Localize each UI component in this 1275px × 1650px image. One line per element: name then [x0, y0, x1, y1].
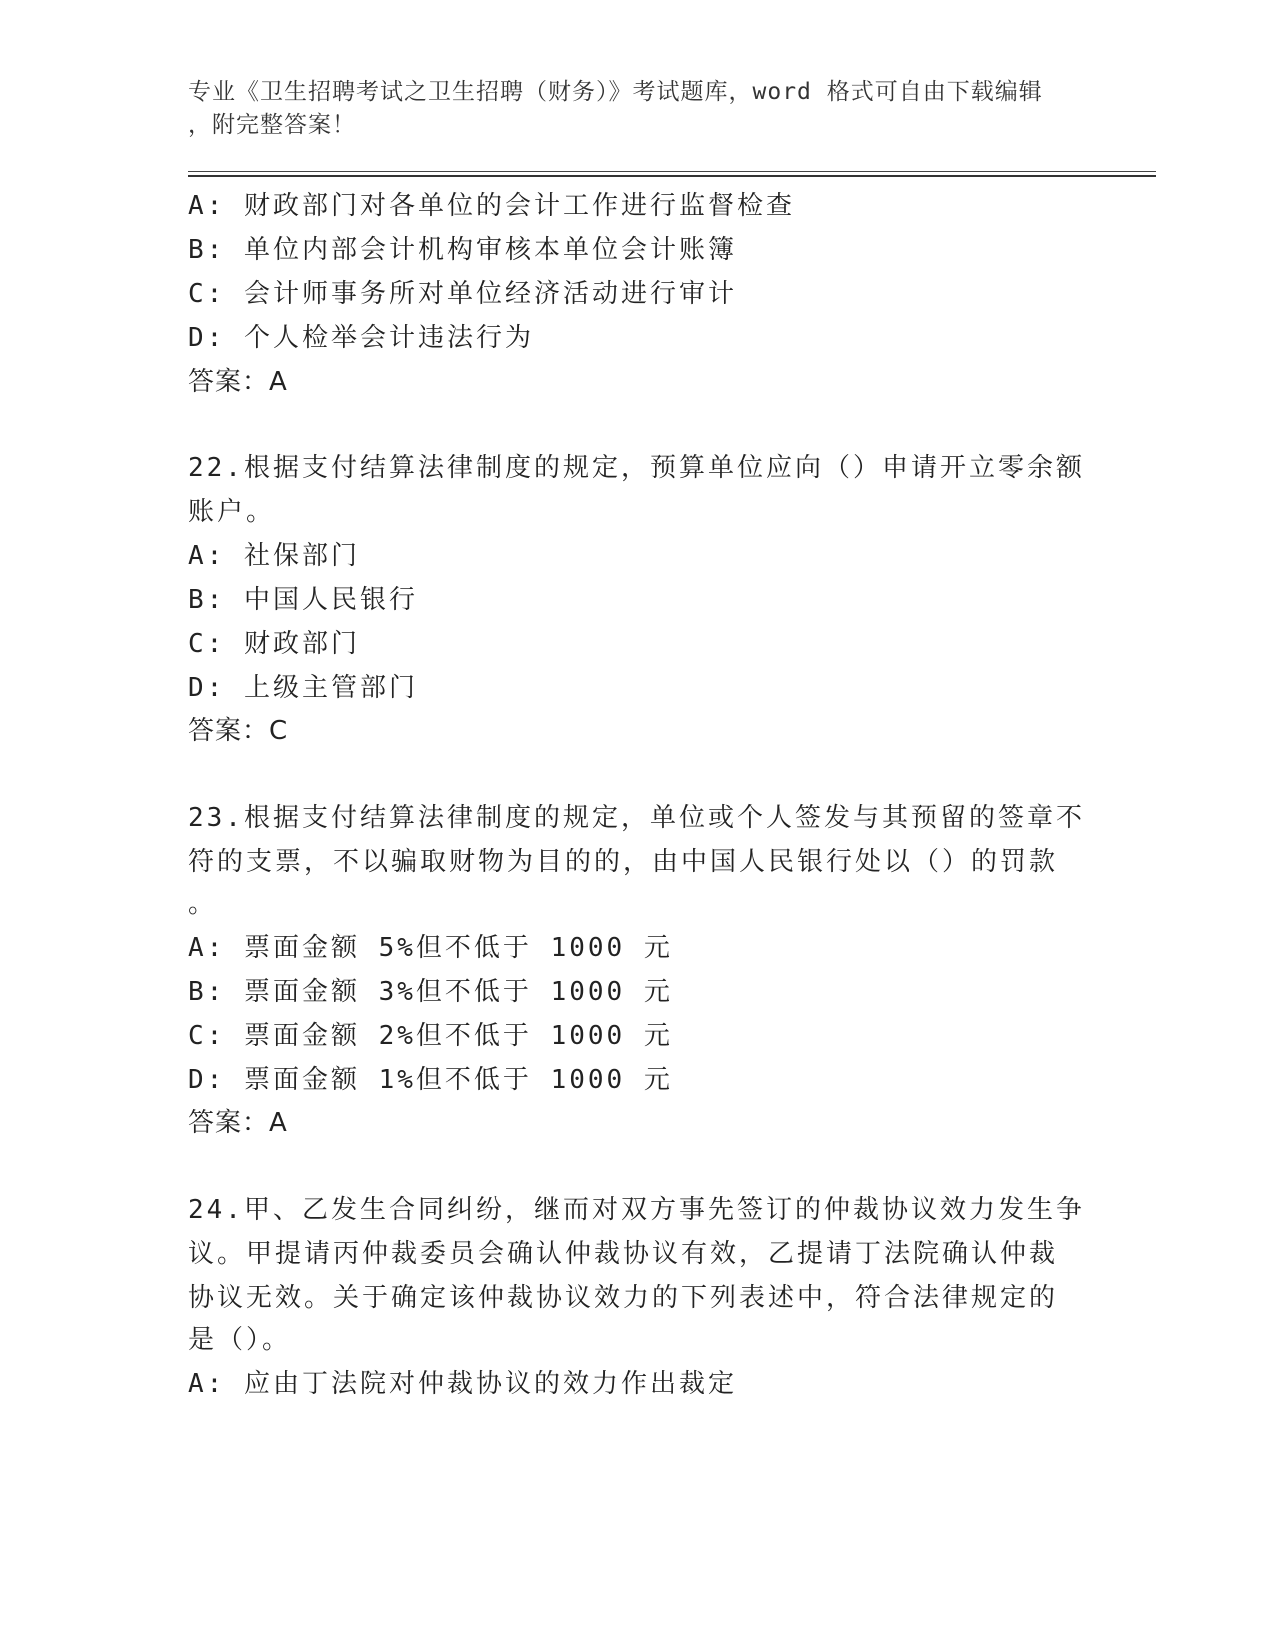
question-stem-line: 议。甲提请丙仲裁委员会确认仲裁协议有效，乙提请丁法院确认仲裁	[188, 1239, 1059, 1269]
question-stem-line: 符的支票，不以骗取财物为目的的，由中国人民银行处以（）的罚款	[188, 847, 1059, 877]
option-a: A: 票面金额 5%但不低于 1000 元	[188, 933, 673, 963]
document-header	[188, 76, 1088, 142]
answer-line: 答案：C	[188, 716, 289, 746]
header-divider-thick	[188, 175, 1156, 177]
question-stem-line: 。	[188, 889, 218, 919]
option-a: A: 应由丁法院对仲裁协议的效力作出裁定	[188, 1369, 737, 1399]
question-stem-line: 22.根据支付结算法律制度的规定，预算单位应向（）申请开立零余额	[188, 453, 1085, 483]
question-stem-line: 23.根据支付结算法律制度的规定，单位或个人签发与其预留的签章不	[188, 803, 1085, 833]
question-stem-line: 是（）。	[188, 1325, 292, 1355]
option-c: C: 财政部门	[188, 629, 360, 659]
header-divider-thin	[188, 171, 1156, 172]
question-stem-line: 协议无效。关于确定该仲裁协议效力的下列表述中，符合法律规定的	[188, 1283, 1059, 1313]
question-stem-line: 24.甲、乙发生合同纠纷，继而对双方事先签订的仲裁协议效力发生争	[188, 1195, 1085, 1225]
option-d: D: 票面金额 1%但不低于 1000 元	[188, 1065, 673, 1095]
header-line-2: ，附完整答案！	[188, 112, 356, 138]
question-stem-line: 账户。	[188, 497, 276, 527]
option-a: A: 社保部门	[188, 541, 360, 571]
header-line-1: 专业《卫生招聘考试之卫生招聘（财务）》考试题库，word 格式可自由下载编辑	[188, 79, 1043, 105]
option-a: A: 财政部门对各单位的会计工作进行监督检查	[188, 191, 795, 221]
option-c: C: 票面金额 2%但不低于 1000 元	[188, 1021, 673, 1051]
option-b: B: 中国人民银行	[188, 585, 418, 615]
answer-line: 答案：A	[188, 367, 288, 397]
option-d: D: 上级主管部门	[188, 673, 418, 703]
option-d: D: 个人检举会计违法行为	[188, 323, 534, 353]
option-b: B: 票面金额 3%但不低于 1000 元	[188, 977, 673, 1007]
option-c: C: 会计师事务所对单位经济活动进行审计	[188, 279, 737, 309]
answer-line: 答案：A	[188, 1108, 288, 1138]
option-b: B: 单位内部会计机构审核本单位会计账簿	[188, 235, 737, 265]
